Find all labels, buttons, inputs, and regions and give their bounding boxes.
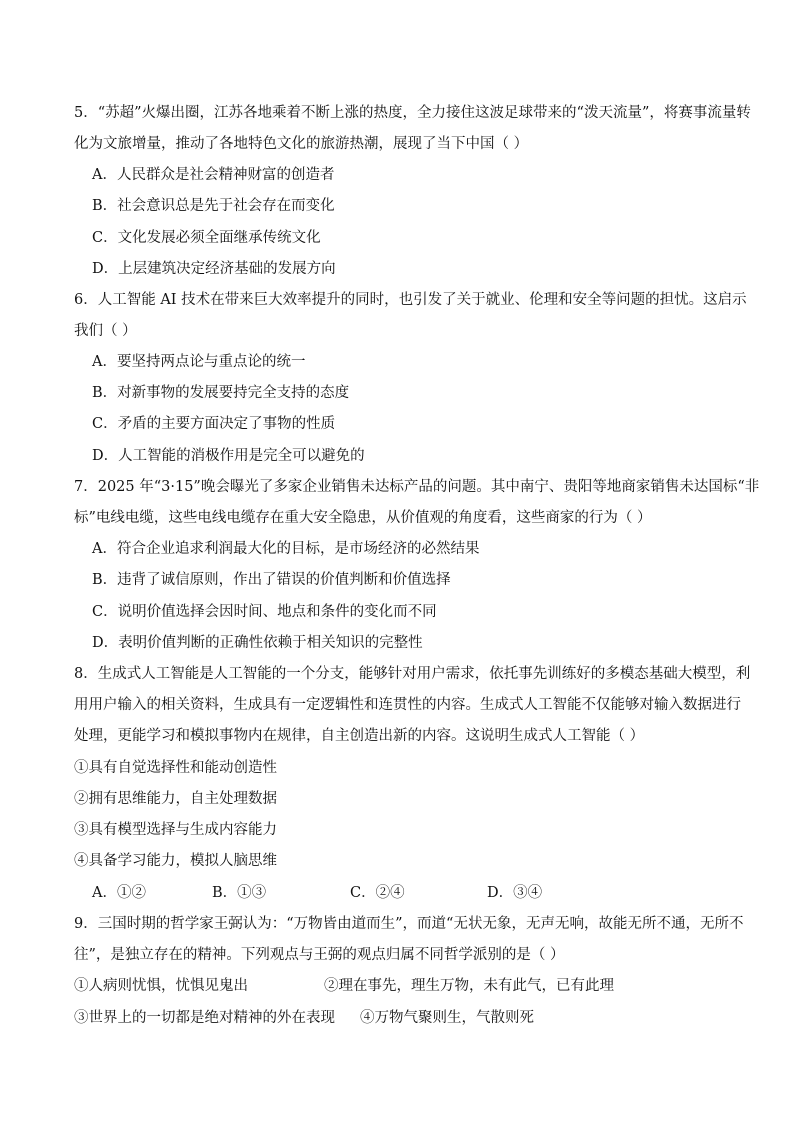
question-9-statement-3: ③世界上的一切都是绝对精神的外在表现 (74, 1010, 335, 1026)
question-6-option-d: D．人工智能的消极作用是完全可以避免的 (92, 448, 365, 464)
question-5-option-c: C．文化发展必须全面继承传统文化 (92, 230, 321, 246)
question-6-option-c: C．矛盾的主要方面决定了事物的性质 (92, 416, 336, 432)
question-7-option-d: D．表明价值判断的正确性依赖于相关知识的完整性 (92, 635, 423, 651)
question-8-stem-line-1: 8．生成式人工智能是人工智能的一个分支，能够针对用户需求，依托事先训练好的多模态基础大模型，利 (74, 666, 751, 682)
question-6-stem-line-1: 6．人工智能 AI 技术在带来巨大效率提升的同时，也引发了关于就业、伦理和安全等问题的担忧。这启示 (74, 292, 747, 308)
question-8-stem-line-2: 用用户输入的相关资料，生成具有一定逻辑性和连贯性的内容。生成式人工智能不仅能够对输入数据进行 (74, 697, 741, 713)
question-8-choice-b: B．①③ (212, 885, 267, 901)
question-8-choice-d: D．③④ (487, 885, 543, 901)
question-7-option-a: A．符合企业追求利润最大化的目标，是市场经济的必然结果 (92, 541, 480, 557)
question-5-option-d: D．上层建筑决定经济基础的发展方向 (92, 261, 336, 277)
question-9-statement-4: ④万物气聚则生，气散则死 (360, 1010, 534, 1026)
question-5-stem-line-1: 5．“苏超”火爆出圈，江苏各地乘着不断上涨的热度，全力接住这波足球带来的“泼天流量”，将赛事流量转 (74, 105, 751, 121)
question-6-option-b: B．对新事物的发展要持完全支持的态度 (92, 385, 350, 401)
question-8-choice-a: A．①② (92, 885, 146, 901)
question-6-option-a: A．要坚持两点论与重点论的统一 (92, 354, 306, 370)
question-9-statement-1: ①人病则忧惧，忧惧见鬼出 (74, 978, 248, 994)
question-7-option-b: B．违背了诚信原则，作出了错误的价值判断和价值选择 (92, 572, 451, 588)
question-9-statement-2: ②理在事先，理生万物，未有此气，已有此理 (324, 978, 614, 994)
question-7-option-c: C．说明价值选择会因时间、地点和条件的变化而不同 (92, 604, 437, 620)
question-7-stem-line-1: 7．2025 年“3·15”晚会曝光了多家企业销售未达标产品的问题。其中南宁、贵阳等地商家销售未达国标“非 (74, 479, 760, 495)
question-7-stem-line-2: 标”电线电缆，这些电线电缆存在重大安全隐患，从价值观的角度看，这些商家的行为（ ） (74, 510, 652, 526)
question-8-statement-4: ④具备学习能力，模拟人脑思维 (74, 853, 277, 869)
question-9-stem-line-2: 往”，是独立存在的精神。下列观点与王弼的观点归属不同哲学派别的是（ ） (74, 947, 565, 963)
question-5-option-b: B．社会意识总是先于社会存在而变化 (92, 198, 335, 214)
question-8-choice-c: C．②④ (350, 885, 405, 901)
question-5-stem-line-2: 化为文旅增量，推动了各地特色文化的旅游热潮，展现了当下中国（ ） (74, 136, 529, 152)
question-6-stem-line-2: 我们（ ） (74, 323, 137, 339)
question-8-stem-line-3: 处理，更能学习和模拟事物内在规律，自主创造出新的内容。这说明生成式人工智能（ ） (74, 728, 645, 744)
question-5-option-a: A．人民群众是社会精神财富的创造者 (92, 167, 335, 183)
question-8-statement-2: ②拥有思维能力，自主处理数据 (74, 791, 277, 807)
question-9-stem-line-1: 9．三国时期的哲学家王弼认为：“万物皆由道而生”，而道“无状无象，无声无响，故能无所不通，无所不 (74, 916, 744, 932)
question-8-statement-1: ①具有自觉选择性和能动创造性 (74, 760, 277, 776)
question-8-statement-3: ③具有模型选择与生成内容能力 (74, 822, 277, 838)
